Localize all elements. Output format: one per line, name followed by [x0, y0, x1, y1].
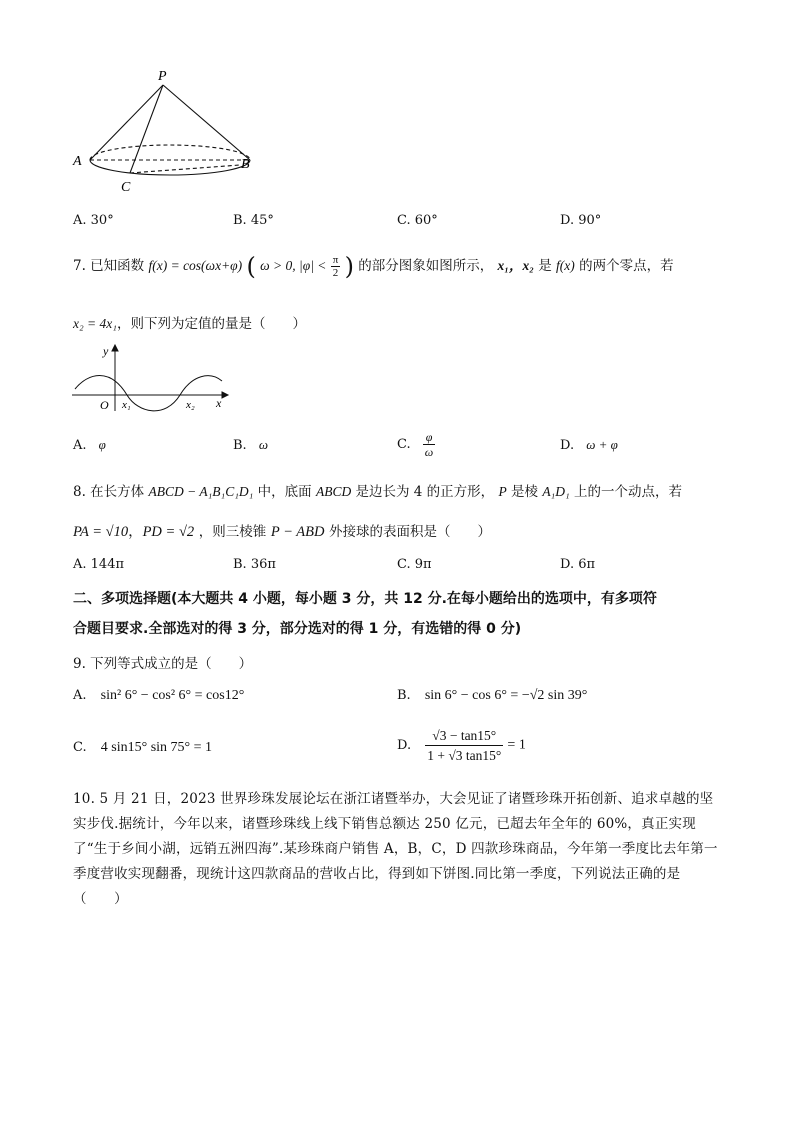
q8-text-g: 外接球的表面积是（ ）	[329, 524, 492, 540]
q9-option-b-math: sin 6° − cos 6° = −√2 sin 39°	[424, 688, 588, 703]
q8-text-c: 是边长为 4 的正方形，	[355, 484, 495, 500]
q8-text-d: 是棱	[511, 484, 539, 500]
q7-mid2: 是	[538, 258, 552, 274]
label-C: C	[121, 180, 131, 195]
q7-option-a-math: φ	[98, 437, 106, 452]
q7-zeros: x₁，x₂	[497, 258, 534, 273]
q8-text-a: 8. 在长方体	[73, 484, 145, 500]
q8-edge: A₁D₁	[542, 484, 570, 499]
y-axis-arrow	[112, 345, 118, 351]
q8-point-p: P	[498, 484, 507, 499]
q8-stem-line1	[73, 480, 682, 500]
q6-option-d[interactable]: D. 90°	[560, 213, 602, 228]
q9-option-d-num: √3 − tan15°	[425, 726, 503, 746]
q7-suffix: 的两个零点，若	[579, 258, 674, 274]
q7-option-c-frac	[423, 430, 435, 459]
cone-drawing	[90, 85, 250, 175]
q7-stem-line2	[73, 312, 306, 332]
q8-text-b: 中，底面	[257, 484, 312, 500]
q7-option-a-label: A.	[73, 438, 87, 453]
q7-option-d[interactable]	[560, 437, 618, 453]
q7-cond-frac	[331, 254, 341, 279]
q9-option-a-label: A.	[73, 688, 87, 703]
q8-pa: PA = √10	[73, 524, 129, 540]
label-B: B	[241, 157, 250, 172]
q9-option-d-den: 1 + √3 tan15°	[427, 748, 502, 763]
cosine-curve	[75, 376, 222, 411]
q7-paren-close: )	[344, 252, 354, 281]
q9-option-d-rhs: = 1	[507, 737, 526, 753]
q7-paren-open: (	[246, 252, 256, 281]
q7-fx: f(x)	[556, 258, 575, 273]
q9-stem: 9. 下列等式成立的是（ ）	[73, 656, 253, 672]
q7-stem-line1	[73, 252, 674, 280]
graph-label-x2: x₂	[186, 399, 195, 411]
x-axis-arrow	[222, 392, 228, 398]
cosine-graph	[70, 343, 230, 413]
q9-option-b[interactable]	[397, 688, 587, 704]
q8-option-d[interactable]: D. 6π	[560, 557, 596, 572]
q9-option-b-label: B.	[397, 688, 411, 703]
q9-option-d-frac	[425, 726, 503, 765]
q7-option-c-num: φ	[423, 430, 435, 445]
q9-option-a-math: sin² 6° − cos² 6° = cos12°	[100, 688, 245, 703]
q7-cond: ω > 0, |φ| <	[260, 258, 327, 273]
graph-label-x1: x₁	[122, 399, 131, 411]
q7-option-b-label: B.	[233, 438, 247, 453]
q8-option-b[interactable]: B. 36π	[233, 557, 276, 572]
q8-stem-line2	[73, 520, 491, 541]
q8-option-a[interactable]: A. 144π	[73, 557, 125, 572]
q8-option-c[interactable]: C. 9π	[397, 557, 432, 572]
q7-question: ，则下列为定值的量是（ ）	[116, 316, 306, 332]
q6-option-c[interactable]: C. 60°	[397, 213, 438, 228]
q9-option-c-math: 4 sin15° sin 75° = 1	[100, 740, 213, 755]
q7-option-b[interactable]	[233, 437, 268, 453]
q7-cond-num: π	[332, 254, 339, 266]
q7-func: f(x) = cos(ωx+φ)	[148, 258, 243, 273]
q9-option-a[interactable]	[73, 688, 244, 704]
label-P: P	[158, 69, 167, 84]
graph-label-x: x	[216, 396, 222, 410]
q8-base: ABCD	[315, 484, 352, 499]
q6-option-b[interactable]: B. 45°	[233, 213, 274, 228]
q7-option-c[interactable]	[397, 430, 435, 459]
q6-option-a[interactable]: A. 30°	[73, 213, 114, 228]
q7-option-b-math: ω	[258, 437, 269, 452]
q9-option-d[interactable]	[397, 726, 526, 765]
q7-mid: 的部分图象如图所示，	[358, 258, 494, 274]
q9-option-d-label: D.	[397, 738, 412, 753]
q8-solid: ABCD − A₁B₁C₁D₁	[148, 484, 254, 499]
q7-option-d-label: D.	[560, 438, 575, 453]
q7-cond-den: 2	[332, 267, 339, 279]
q7-option-d-math: ω + φ	[586, 437, 618, 452]
q7-option-c-den: ω	[424, 445, 434, 459]
q10-stem: 10. 5 月 21 日，2023 世界珍珠发展论坛在浙江诸暨举办，大会见证了诸暨珍珠开拓创新、追求卓越的坚实步伐.据统计，今年以来，诸暨珍珠线上线下销售总额达 250 亿元，已超去年全年的 60%，真正实现了“生于乡间小湖，远销五洲四海”.某珍珠商户销售 A，B，C，D 四款珍珠商品，今年第一季度比去年第一季度营收实现翻番，现统计这四款商品的营收占比，得到如下饼图.同比第一季度，下列说法正确的是（ ）	[73, 791, 718, 907]
q8-text-e: 上的一个动点，若	[574, 484, 682, 500]
label-A: A	[73, 154, 82, 169]
section-2-header-line1: 二、多项选择题(本大题共 4 小题，每小题 3 分，共 12 分.在每小题给出的选项中，有多项符	[73, 591, 657, 607]
q9-option-c[interactable]	[73, 740, 212, 756]
cone-figure	[70, 65, 270, 200]
graph-label-y: y	[103, 344, 109, 358]
q8-sep: ，	[128, 524, 143, 540]
q7-condition: x₂ = 4x₁	[73, 316, 117, 331]
q7-option-c-label: C.	[397, 437, 411, 452]
graph-label-o: O	[100, 398, 109, 412]
q9-option-c-label: C.	[73, 740, 87, 755]
q8-pyramid: P − ABD	[270, 524, 325, 540]
section-2-header-line2: 合题目要求.全部选对的得 3 分，部分选对的得 1 分，有选错的得 0 分)	[73, 621, 522, 637]
q7-option-a[interactable]	[73, 437, 106, 453]
q8-pd: PD = √2	[142, 524, 195, 540]
q7-prefix: 7. 已知函数	[73, 258, 145, 274]
q8-text-f: ，则三棱锥	[198, 524, 267, 540]
